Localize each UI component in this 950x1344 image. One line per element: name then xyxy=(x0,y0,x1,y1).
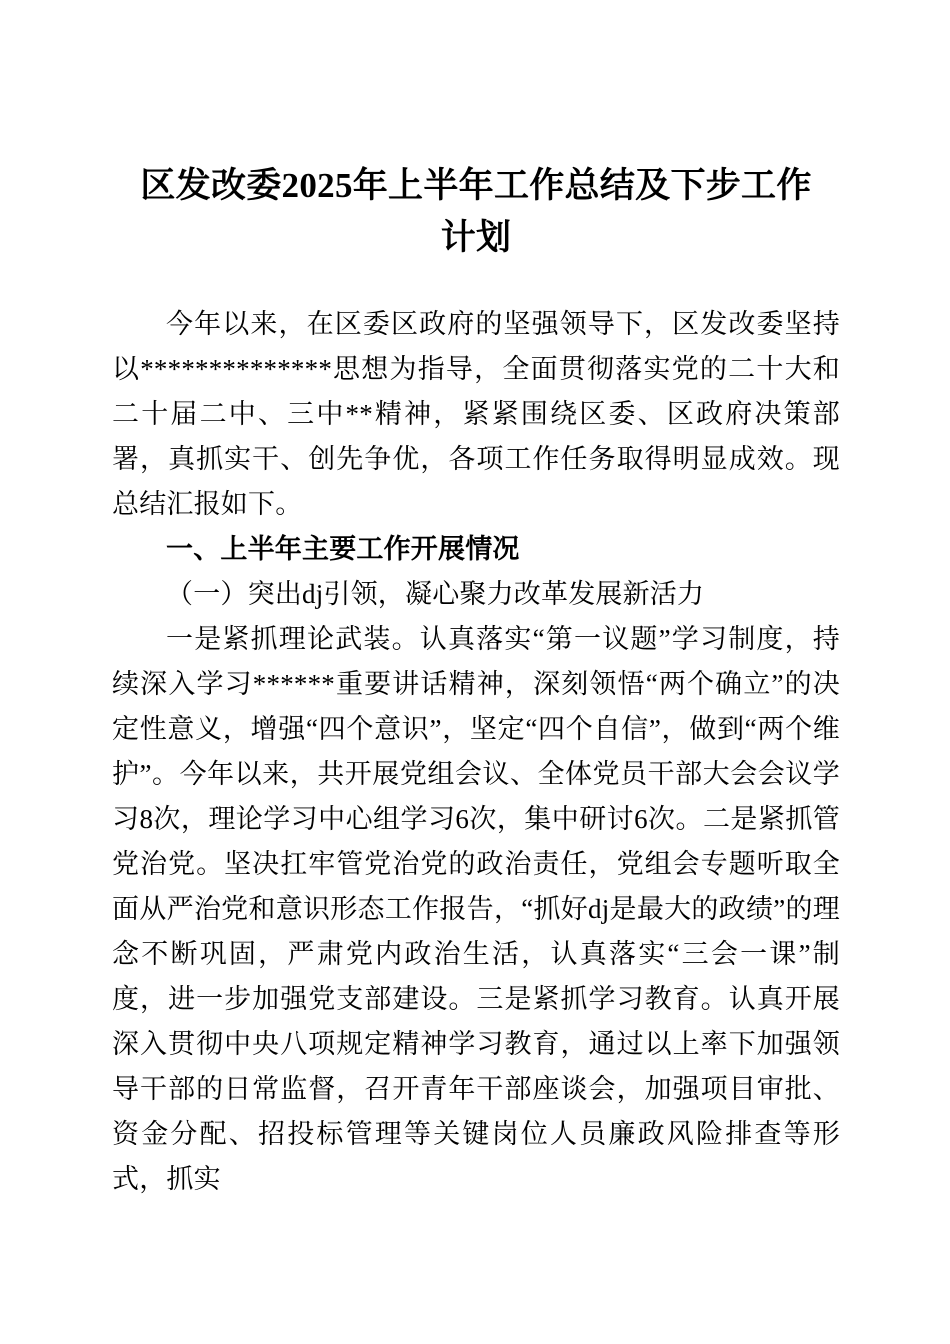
heading-subsection-1-1: （一）突出dj引领，凝心聚力改革发展新活力 xyxy=(166,579,705,609)
heading-section-1: 一、上半年主要工作开展情况 xyxy=(166,534,520,564)
document-title xyxy=(126,0,826,264)
document-title-text: 区发改委2025年上半年工作总结及下步工作计划 xyxy=(140,166,812,257)
document-content xyxy=(112,0,840,1202)
body-paragraph-1: 一是紧抓理论武装。认真落实“第一议题”学习制度，持续深入学习******重要讲话精神，深刻领悟“两个确立”的决定性意义，增强“四个意识”，坚定“四个自信”，做到“两个维护”。今年以来，共开展党组会议、全体党员干部大会会议学习8次，理论学习中心组学习6次，集中研讨6次。二是紧抓管党治党。坚决扛牢管党治党的政治责任，党组会专题听取全面从严治党和意识形态工作报告，“抓好dj是最大的政绩”的理念不断巩固，严肃党内政治生活，认真落实“三会一课”制度，进一步加强党支部建设。三是紧抓学习教育。认真开展深入贯彻中央八项规定精神学习教育，通过以上率下加强领导干部的日常监督，召开青年干部座谈会，加强项目审批、资金分配、招投标管理等关键岗位人员廉政风险排查等形式，抓实 xyxy=(112,624,840,1194)
opening-paragraph: 今年以来，在区委区政府的坚强领导下，区发改委坚持以**************思想为指导，全面贯彻落实党的二十大和二十届二中、三中**精神，紧紧围绕区委、区政府决策部署，真抓实干、创先争优，各项工作任务取得明显成效。现总结汇报如下。 xyxy=(112,309,840,519)
